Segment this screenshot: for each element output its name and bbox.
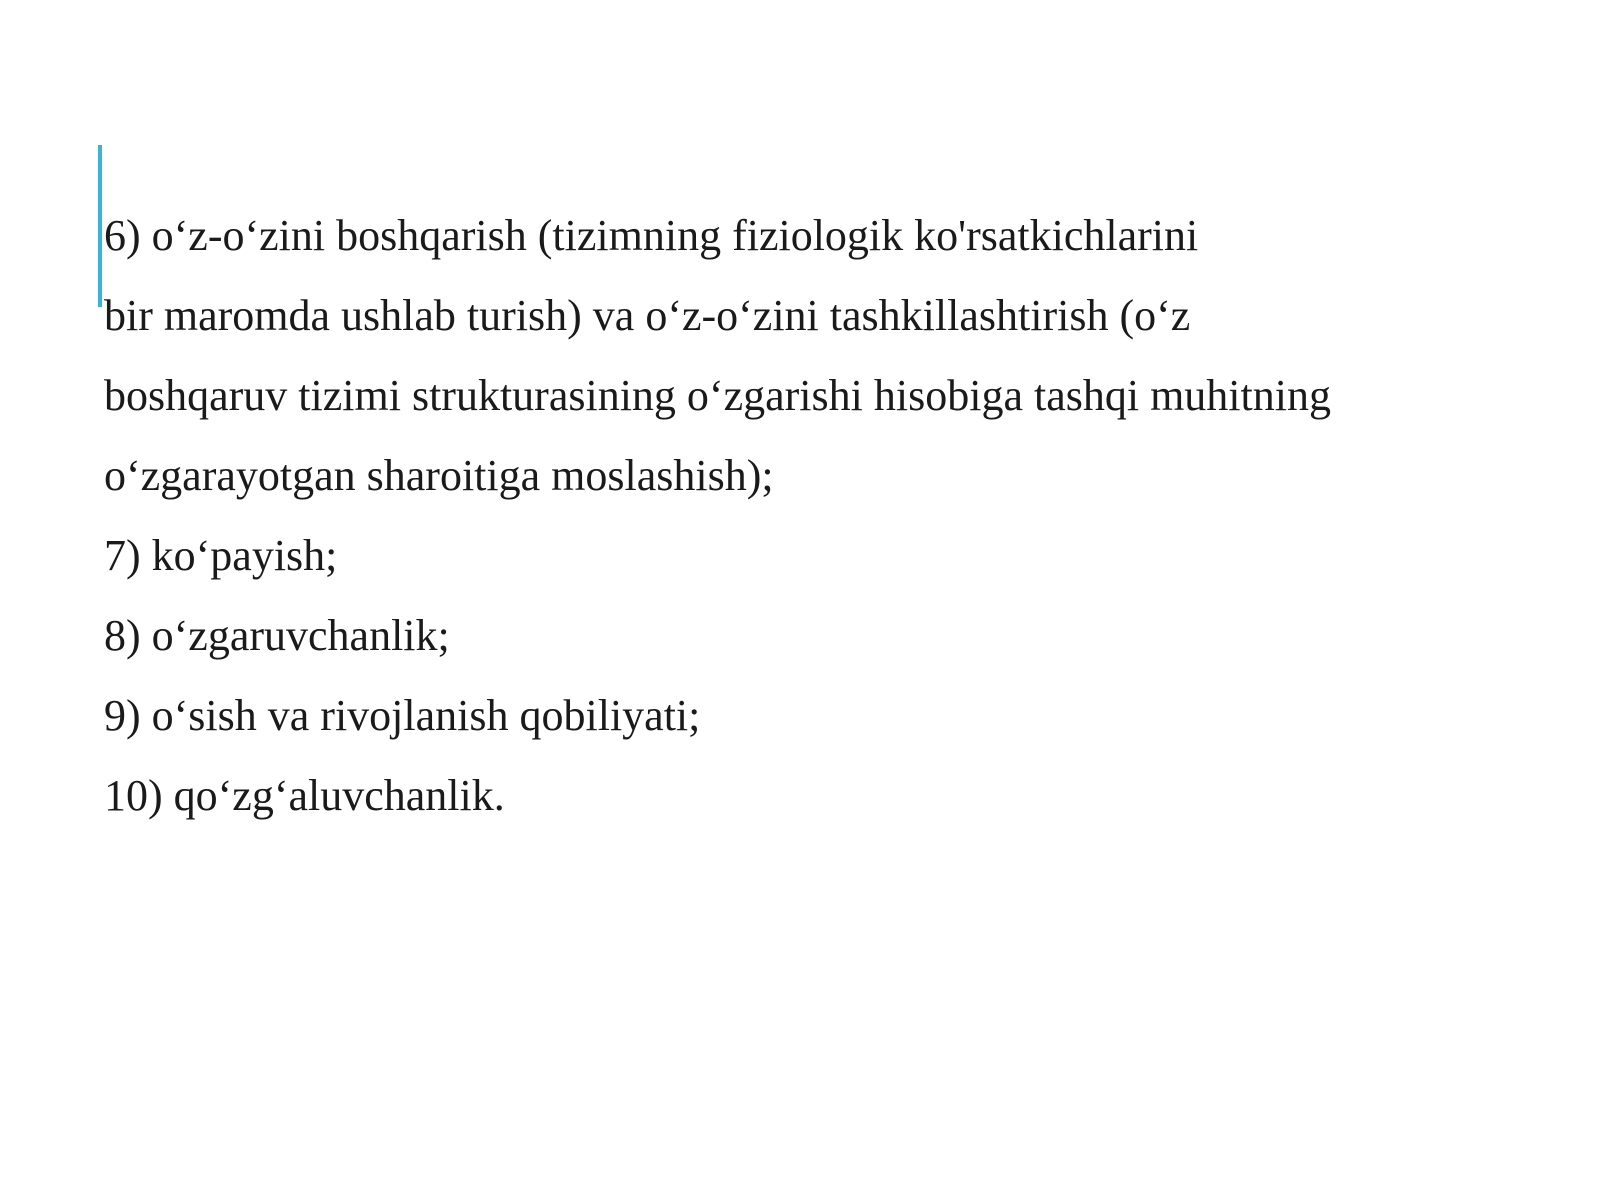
text-line-item-7: 7) ko‘payish; — [104, 531, 338, 580]
text-line-item-6d: o‘zgarayotgan sharoitiga moslashish); — [104, 451, 774, 500]
text-line-item-9: 9) o‘sish va rivojlanish qobiliyati; — [104, 691, 701, 740]
text-line-item-8: 8) o‘zgaruvchanlik; — [104, 611, 450, 660]
text-line-item-6a: 6) o‘z-o‘zini boshqarish (tizimning fiziologik ko'rsatkichlarini — [104, 211, 1199, 260]
text-cursor-accent-bar — [98, 145, 102, 307]
text-line-item-6b: bir maromda ushlab turish) va o‘z-o‘zini tashkillashtirish (o‘z — [104, 291, 1191, 340]
text-line-item-6c: boshqaruv tizimi strukturasining o‘zgarishi hisobiga tashqi muhitning — [104, 371, 1331, 420]
text-line-item-10: 10) qo‘zg‘aluvchanlik. — [104, 771, 505, 820]
text-body[interactable] — [104, 196, 1504, 836]
